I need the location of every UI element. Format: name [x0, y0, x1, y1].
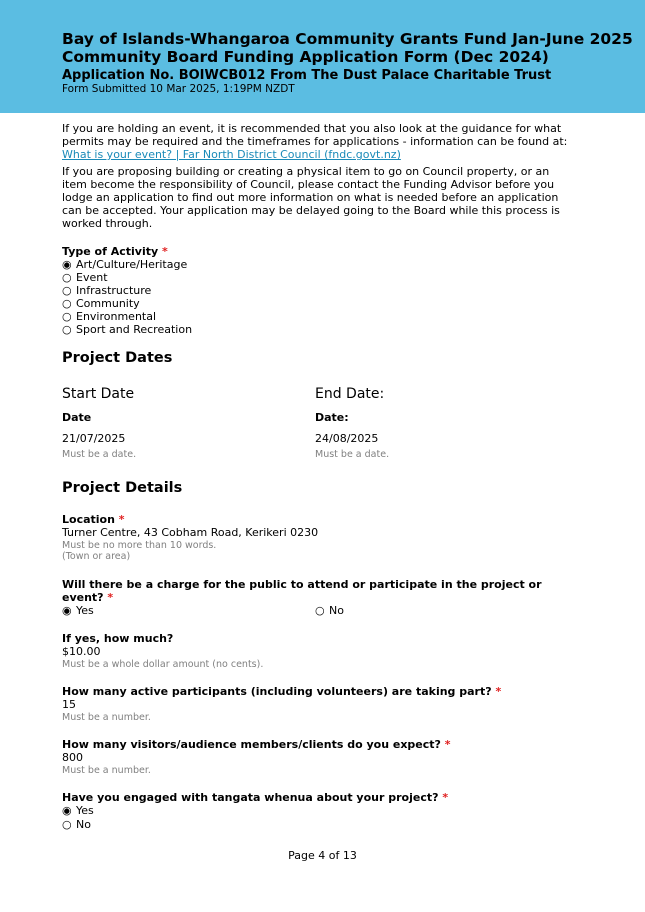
tangata-no-option[interactable] [62, 818, 91, 831]
radio-icon: ○ [62, 818, 72, 831]
activity-option-label: Community [76, 297, 140, 310]
location-hint-area: (Town or area) [62, 551, 131, 562]
activity-option[interactable] [62, 310, 156, 323]
activity-option[interactable] [62, 297, 140, 310]
fund-title: Bay of Islands-Whangaroa Community Grants Fund Jan-June 2025 [62, 30, 633, 48]
participants-label [62, 685, 501, 698]
end-date-value: 24/08/2025 [315, 432, 379, 445]
charge-yes-option[interactable] [62, 604, 94, 617]
location-value: Turner Centre, 43 Cobham Road, Kerikeri 0230 [62, 526, 319, 539]
radio-icon: ○ [62, 284, 72, 297]
charge-question-line1: Will there be a charge for the public to attend or participate in the project or [62, 578, 542, 591]
project-dates-heading: Project Dates [62, 350, 173, 366]
application-number: Application No. BOIWCB012 From The Dust Palace Charitable Trust [62, 68, 552, 83]
activity-option[interactable] [62, 258, 187, 271]
radio-selected-icon: ◉ [62, 258, 72, 271]
radio-icon: ○ [315, 604, 325, 617]
council-property-text [62, 165, 582, 230]
start-date-label: Date [62, 411, 92, 424]
activity-option[interactable] [62, 323, 192, 336]
activity-option-label: Sport and Recreation [76, 323, 193, 336]
activity-type-label-text: Type of Activity [62, 245, 159, 258]
required-marker: * [107, 591, 114, 604]
end-date-heading: End Date: [315, 386, 385, 402]
end-date-label: Date: [315, 411, 349, 424]
radio-icon: ○ [62, 271, 72, 284]
how-much-hint: Must be a whole dollar amount (no cents). [62, 659, 264, 670]
charge-no-label: No [329, 604, 344, 617]
required-marker: * [161, 245, 168, 258]
activity-option-label: Event [76, 271, 108, 284]
location-hint: Must be no more than 10 words. [62, 540, 217, 551]
required-marker: * [495, 685, 502, 698]
property-line: can be accepted. Your application may be delayed going to the Board while this process is [62, 204, 560, 217]
visitors-value: 800 [62, 751, 83, 764]
charge-question-text: event? [62, 591, 104, 604]
location-label-text: Location [62, 513, 115, 526]
property-line: lodge an application to find out more information on what is needed before an application [62, 191, 559, 204]
how-much-label: If yes, how much? [62, 632, 174, 645]
radio-selected-icon: ◉ [62, 604, 72, 617]
required-marker: * [442, 791, 449, 804]
radio-icon: ○ [62, 323, 72, 336]
property-line: worked through. [62, 217, 153, 230]
location-label [62, 513, 125, 526]
page-number: Page 4 of 13 [288, 849, 357, 862]
activity-option[interactable] [62, 271, 108, 284]
submitted-date: Form Submitted 10 Mar 2025, 1:19PM NZDT [62, 83, 295, 95]
end-date-hint: Must be a date. [315, 449, 390, 460]
event-guidance-text [62, 122, 582, 161]
tangata-yes-label: Yes [76, 804, 94, 817]
how-much-value: $10.00 [62, 645, 101, 658]
participants-value: 15 [62, 698, 76, 711]
tangata-whenua-label-text: Have you engaged with tangata whenua about your project? [62, 791, 439, 804]
charge-question-line2 [62, 591, 113, 604]
activity-option[interactable] [62, 284, 151, 297]
activity-type-label [62, 245, 168, 258]
visitors-label-text: How many visitors/audience members/clients do you expect? [62, 738, 441, 751]
header-banner [0, 0, 645, 113]
charge-yes-label: Yes [76, 604, 94, 617]
radio-selected-icon: ◉ [62, 804, 72, 817]
property-line: item become the responsibility of Council, please contact the Funding Advisor before you [62, 178, 555, 191]
participants-label-text: How many active participants (including volunteers) are taking part? [62, 685, 492, 698]
start-date-value: 21/07/2025 [62, 432, 126, 445]
start-date-heading: Start Date [62, 386, 135, 402]
property-line: If you are proposing building or creating a physical item to go on Council property, or an [62, 165, 550, 178]
activity-option-label: Art/Culture/Heritage [76, 258, 188, 271]
event-guidance-link[interactable]: What is your event? | Far North District Council (fndc.govt.nz) [62, 148, 401, 161]
radio-icon: ○ [62, 310, 72, 323]
tangata-whenua-label [62, 791, 448, 804]
radio-icon: ○ [62, 297, 72, 310]
participants-hint: Must be a number. [62, 712, 151, 723]
start-date-hint: Must be a date. [62, 449, 137, 460]
required-marker: * [444, 738, 451, 751]
guidance-line: permits may be required and the timeframes for applications - information can be found at: [62, 135, 568, 148]
project-details-heading: Project Details [62, 480, 183, 496]
visitors-hint: Must be a number. [62, 765, 151, 776]
visitors-label [62, 738, 451, 751]
form-title: Community Board Funding Application Form (Dec 2024) [62, 48, 549, 66]
guidance-line: If you are holding an event, it is recommended that you also look at the guidance for what [62, 122, 562, 135]
required-marker: * [118, 513, 125, 526]
activity-option-label: Environmental [76, 310, 157, 323]
activity-option-label: Infrastructure [76, 284, 152, 297]
tangata-yes-option[interactable] [62, 804, 94, 817]
tangata-no-label: No [76, 818, 91, 831]
charge-no-option[interactable] [315, 604, 344, 617]
